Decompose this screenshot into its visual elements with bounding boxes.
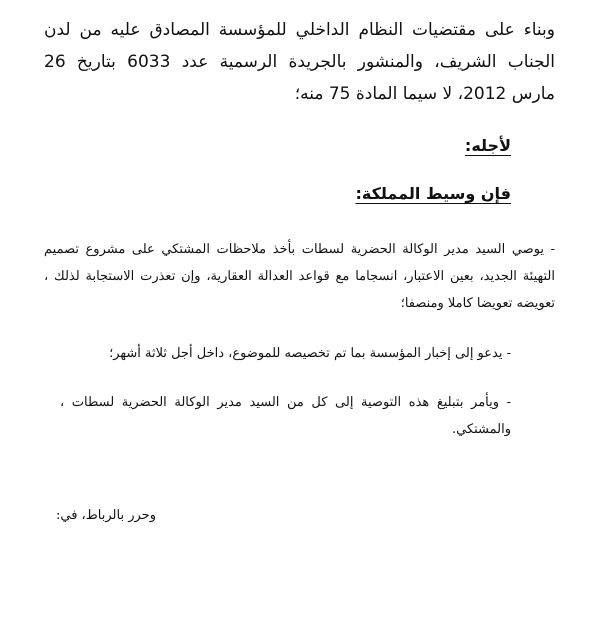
heading-for-these-reasons: لأجله:	[464, 136, 511, 155]
recommendation-item: - يوصي السيد مدير الوكالة الحضرية لسطات بأخذ ملاحظات المشتكي على مشروع تصميم التهيئة الجديد، بعين الاعتبار، انسجاما مع قواعد العدالة العقارية، وإن تعذرت الاستجابة لذلك ، تعويضه تعويضا كاملا ومنصفا؛	[44, 242, 555, 311]
recommendation-item: - ويأمر بتبليغ هذه التوصية إلى كل من السيد مدير الوكالة الحضرية لسطات ، والمشتكي.	[60, 395, 511, 437]
intro-paragraph: وبناء على مقتضيات النظام الداخلي للمؤسسة المصادق عليه من لدن الجناب الشريف، والمنشور بالجريدة الرسمية عدد 6033 بتاريخ 26 مارس 2012، لا سيما المادة 75 منه؛	[44, 20, 555, 104]
recommendation-item: - يدعو إلى إخبار المؤسسة بما تم تخصيصه للموضوع، داخل أجل ثلاثة أشهر؛	[109, 346, 511, 361]
signoff-line: وحرر بالرباط، في:	[56, 508, 156, 523]
heading-mediator: فإن وسيط المملكة:	[355, 184, 511, 203]
